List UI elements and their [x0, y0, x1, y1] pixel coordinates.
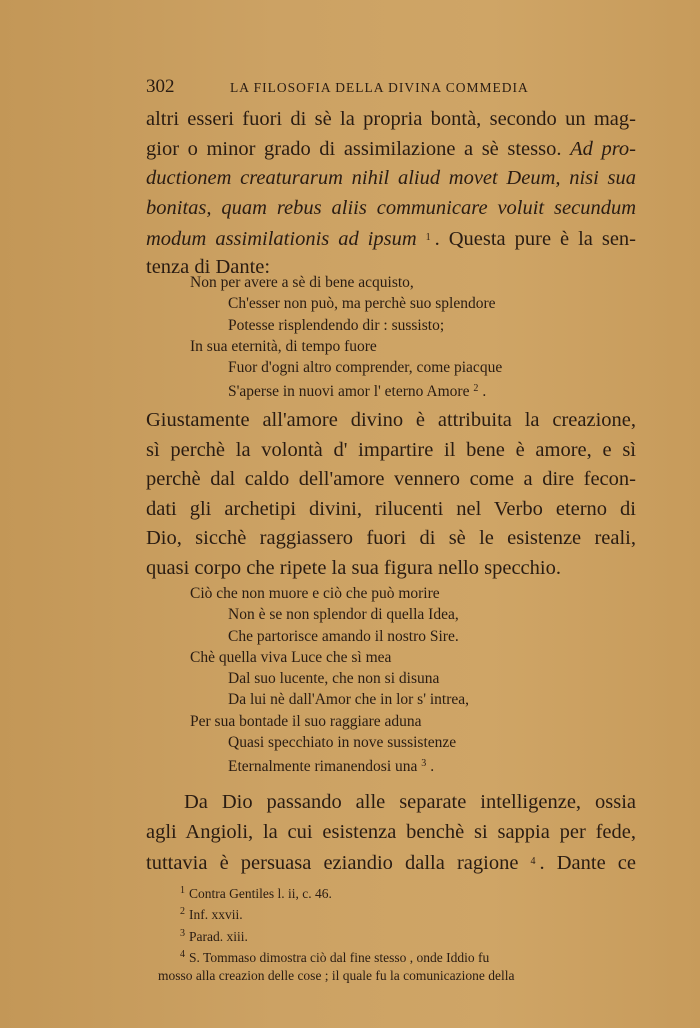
- footnote-number: 2: [180, 906, 185, 918]
- verse-line: Che partorisce amando il nostro Sire.: [228, 627, 459, 645]
- text-line: dati gli archetipi divini, rilucenti nel Verbo eterno di: [146, 497, 636, 520]
- footnotes: [158, 880, 640, 986]
- verse-line: Non è se non splendor di quella Idea,: [228, 606, 459, 624]
- footnote: $^2$ Inf. xxvii.: [180, 906, 243, 923]
- verse-line: Ch'esser non può, ma perchè suo splendore: [228, 295, 496, 313]
- text-line: agli Angioli, la cui esistenza benchè si sappia per fede,: [146, 820, 636, 843]
- verse-line: Quasi specchiato in nove sussistenze: [228, 734, 457, 752]
- text-line: tenza di Dante:: [146, 255, 271, 278]
- footnote-ref: 2: [473, 383, 479, 395]
- footnote: $^4$ S. Tommaso dimostra ciò dal fine stesso , onde Iddio fu: [180, 948, 490, 965]
- text-line: [146, 164, 636, 194]
- latin-quote: bonitas, quam rebus aliis communicare voluit secundum: [146, 196, 636, 219]
- text-line: sì perchè la volontà d' impartire il bene è amore, e sì: [146, 438, 636, 461]
- text-line: Giustamente all'amore divino è attribuita la creazione,: [146, 409, 636, 431]
- verse-line: Per sua bontade il suo raggiare aduna: [190, 712, 422, 730]
- verse-line: Chè quella viva Luce che sì mea: [190, 648, 392, 666]
- text-line: tuttavia è persuasa eziandio dalla ragione $^4$ . Dante ce: [146, 852, 637, 874]
- verse-line: Ciò che non muore e ciò che può morire: [190, 585, 440, 602]
- footnote-continuation: mosso alla creazion delle cose ; il quale fu la comunicazione della: [158, 968, 515, 984]
- verse-quote-2: [190, 583, 630, 775]
- text-line: quasi corpo che ripete la sua figura nello specchio.: [146, 556, 561, 579]
- text-line: Da Dio passando alle separate intelligenze, ossia: [184, 791, 636, 813]
- verse-line: Eternalmente rimanendosi una $^3$ .: [228, 758, 435, 776]
- text-line: gior o minor grado di assimilazione a sè stesso. Ad pro-: [146, 137, 637, 160]
- text-line: [146, 194, 636, 224]
- text-line: perchè dal caldo dell'amore vennero come a dire fecon-: [146, 468, 636, 490]
- footnote-ref: 4: [530, 856, 536, 867]
- latin-quote: Ad pro-: [570, 137, 637, 160]
- footnote: $^3$ Parad. xiii.: [180, 927, 248, 944]
- footnote: $^1$ Contra Gentiles l. ii, c. 46.: [180, 885, 332, 901]
- paragraph-2: [146, 406, 636, 583]
- running-title: LA FILOSOFIA DELLA DIVINA COMMEDIA: [230, 80, 529, 95]
- verse-line: Non per avere a sè di bene acquisto,: [190, 274, 414, 291]
- footnote-ref: 1: [425, 232, 431, 243]
- paragraph-1: [146, 105, 636, 282]
- footnote-ref: 3: [421, 758, 427, 770]
- text-line: Dio, sicchè raggiassero fuori di sè le esistenze reali,: [146, 527, 636, 549]
- paragraph-3: [146, 788, 636, 877]
- latin-quote: ductionem creaturarum nihil aliud movet Deum, nisi sua: [146, 167, 636, 189]
- page-header: [146, 76, 646, 100]
- latin-quote: modum assimilationis ad ipsum: [146, 228, 417, 250]
- verse-line: Da lui nè dall'Amor che in lor s' intrea,: [228, 691, 470, 709]
- text-line: altri esseri fuori di sè la propria bontà, secondo un mag-: [146, 108, 636, 130]
- verse-line: S'aperse in nuovi amor l' eterno Amore $^2$ .: [228, 383, 487, 401]
- page-number: 302: [146, 76, 175, 97]
- footnote-number: 3: [180, 927, 185, 939]
- verse-line: Potesse risplendendo dir : sussisto;: [228, 316, 445, 334]
- footnote-number: 4: [180, 948, 185, 960]
- verse-line: In sua eternità, di tempo fuore: [190, 337, 377, 355]
- text-line: modum assimilationis ad ipsum $^1$ . Questa pure è la sen-: [146, 228, 636, 250]
- verse-quote-1: [190, 272, 630, 400]
- verse-line: Fuor d'ogni altro comprender, come piacque: [228, 359, 503, 377]
- verse-line: Dal suo lucente, che non si disuna: [228, 670, 440, 688]
- footnote-number: 1: [180, 885, 185, 896]
